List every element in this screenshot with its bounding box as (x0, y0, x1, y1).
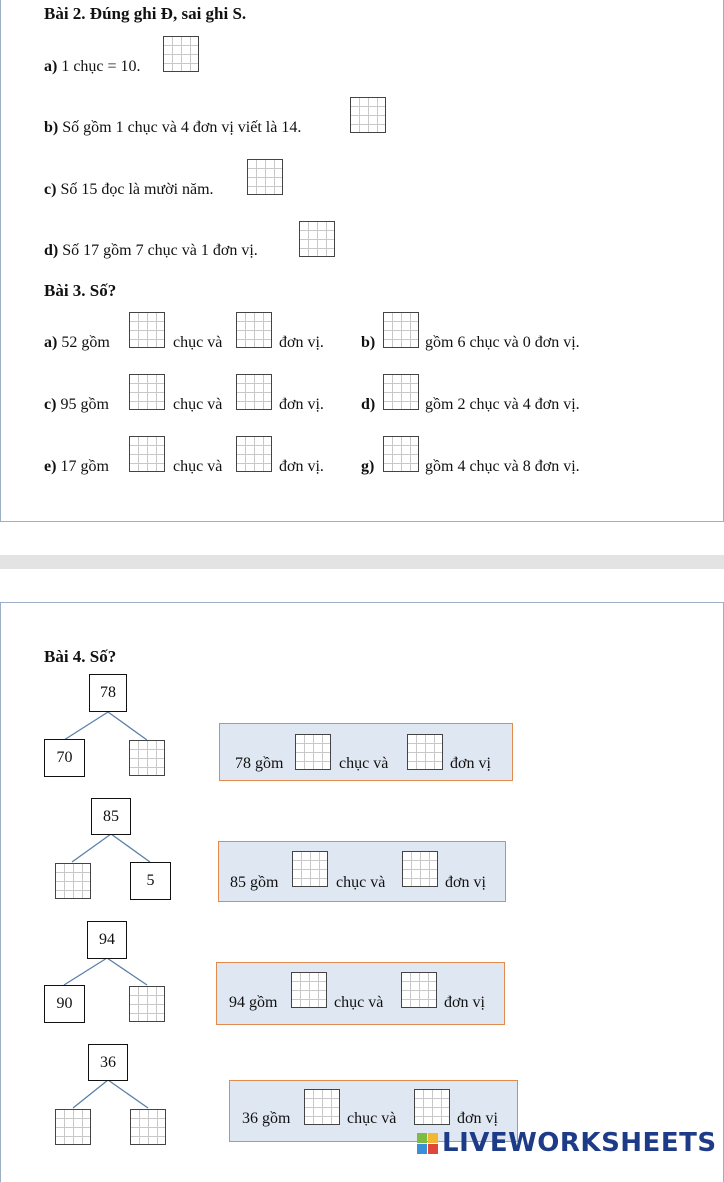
tree-3-answer-card (216, 962, 505, 1025)
card-mid: chục và (336, 874, 386, 891)
tree-3-left-branch (64, 958, 107, 985)
exercise-2-title: Bài 2. Đúng ghi Đ, sai ghi S. (44, 4, 247, 23)
card-post: đơn vị (445, 874, 486, 891)
card-units-box[interactable] (402, 851, 438, 887)
tree-3-right-branch (107, 958, 147, 985)
ex3-item-a-mid: chục và (173, 334, 223, 351)
item-label: b) (44, 119, 59, 136)
card-tens-box[interactable] (292, 851, 328, 887)
ex3-item-c-mid: chục và (173, 396, 223, 413)
ex3-item-c-post: đơn vị. (279, 396, 324, 413)
card-tens-box[interactable] (295, 734, 331, 770)
item-text: Số gồm 1 chục và 4 đơn vị viết là 14. (62, 119, 302, 136)
tree-1-answer-card (219, 723, 513, 781)
tree-3-top-number: 94 (87, 921, 127, 959)
ex3-item-a-post: đơn vị. (279, 334, 324, 351)
item-label: c) (44, 396, 57, 413)
tree-3-right-answer-box[interactable] (129, 986, 165, 1022)
tree-4-right-answer-box[interactable] (130, 1109, 166, 1145)
tree-1-left-number: 70 (44, 739, 85, 777)
liveworksheets-logo[interactable]: LIVEWORKSHEETS (442, 1128, 717, 1158)
tree-4-left-branch (73, 1080, 108, 1108)
tree-2-top-number: 85 (91, 798, 131, 835)
tree-2-answer-card (218, 841, 506, 902)
ex3-item-d-post: gồm 2 chục và 4 đơn vị. (425, 396, 580, 413)
card-pre: 36 gồm (242, 1110, 291, 1127)
item-text: 52 gồm (61, 334, 110, 351)
ex3-item-d-label: d) (361, 396, 376, 413)
item-text: 17 gồm (60, 458, 109, 475)
tree-3-left-number: 90 (44, 985, 85, 1023)
tree-2-left-branch (72, 834, 111, 862)
ex3-item-e-mid: chục và (173, 458, 223, 475)
ex3-item-b-label: b) (361, 334, 376, 351)
ex3-item-g-post: gồm 4 chục và 8 đơn vị. (425, 458, 580, 475)
card-pre: 85 gồm (230, 874, 279, 891)
card-post: đơn vị (450, 755, 491, 772)
card-mid: chục và (339, 755, 389, 772)
tree-4-left-answer-box[interactable] (55, 1109, 91, 1145)
item-label: a) (44, 334, 58, 351)
card-units-box[interactable] (401, 972, 437, 1008)
card-post: đơn vị (444, 994, 485, 1011)
ex3-item-g-label: g) (361, 458, 375, 475)
tree-2-left-answer-box[interactable] (55, 863, 91, 899)
tree-4-right-branch (108, 1080, 148, 1108)
item-text: Số 15 đọc là mười năm. (60, 181, 214, 198)
item-text: Số 17 gồm 7 chục và 1 đơn vị. (62, 242, 258, 259)
ex3-item-b-post: gồm 6 chục và 0 đơn vị. (425, 334, 580, 351)
tree-4-top-number: 36 (88, 1044, 128, 1081)
ex3-item-e-post: đơn vị. (279, 458, 324, 475)
card-post: đơn vị (457, 1110, 498, 1127)
item-label: e) (44, 458, 57, 475)
card-tens-box[interactable] (291, 972, 327, 1008)
card-mid: chục và (347, 1110, 397, 1127)
tree-1-right-answer-box[interactable] (129, 740, 165, 776)
card-units-box[interactable] (414, 1089, 450, 1125)
tree-2-right-branch (111, 834, 150, 862)
tree-1-left-branch (64, 712, 108, 740)
item-label: a) (44, 58, 58, 75)
card-units-box[interactable] (407, 734, 443, 770)
card-pre: 94 gồm (229, 994, 278, 1011)
item-label: c) (44, 181, 57, 198)
tree-1-right-branch (108, 712, 147, 740)
item-label: d) (44, 242, 59, 259)
card-pre: 78 gồm (235, 755, 284, 772)
card-tens-box[interactable] (304, 1089, 340, 1125)
tree-1-top-number: 78 (89, 674, 127, 712)
tree-2-right-number: 5 (130, 862, 171, 900)
item-text: 1 chục = 10. (61, 58, 141, 75)
item-text: 95 gồm (60, 396, 109, 413)
exercise-4-title: Bài 4. Số? (44, 647, 117, 666)
exercise-3-title: Bài 3. Số? (44, 281, 117, 300)
card-mid: chục và (334, 994, 384, 1011)
